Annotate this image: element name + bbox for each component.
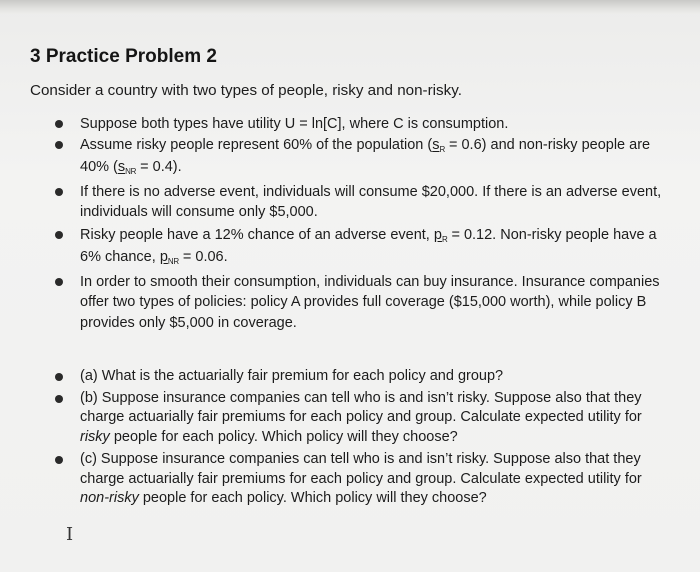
item-text-post: = 0.06.	[178, 249, 228, 265]
bullet-icon	[55, 231, 63, 239]
symbol-s: s	[432, 136, 440, 153]
text-cursor-icon: I	[66, 524, 74, 545]
bullet-icon	[55, 141, 63, 149]
item-text: In order to smooth their consumption, individuals can buy insurance. Insurance companies offer two types of policies: policy A provides full coverage ($15,000 worth), while policy B provides only $5,000 in coverage.	[80, 273, 660, 331]
question-text-pre: (b) Suppose insurance companies can tell who is and isn’t risky. Suppose also that they charge actuarially fair premiums for each policy and group. Calculate expected utility for	[80, 389, 642, 425]
bullet-icon	[55, 456, 63, 464]
question-text: (a) What is the actuarially fair premium for each policy and group?	[80, 368, 504, 384]
list-item	[0, 272, 700, 334]
symbol-p: p	[159, 249, 168, 265]
subscript-r: R	[439, 144, 445, 154]
question-text-post: people for each policy. Which policy will they choose?	[138, 490, 487, 506]
item-text-pre: Assume risky people represent 60% of the population (	[80, 136, 433, 153]
item-text-mid: = 0.12. Non-risky people have a 6% chance,	[80, 226, 657, 265]
item-text-mid: = 0.6) and non-risky people are 40% (	[80, 136, 651, 175]
setup-list	[0, 114, 700, 333]
question-text-pre: (c) Suppose insurance companies can tell who is and isn’t risky. Suppose also that they charge actuarially fair premiums for each policy and group. Calculate expected utility for	[80, 451, 642, 487]
subscript-nr: NR	[167, 257, 179, 266]
section-title: 3 Practice Problem 2	[30, 46, 217, 67]
bullet-icon	[55, 188, 63, 196]
symbol-s: s	[117, 159, 126, 175]
list-item	[0, 182, 700, 223]
subscript-nr: NR	[125, 167, 137, 176]
questions-list	[0, 367, 700, 509]
item-text: If there is no adverse event, individuals will consume $20,000. If there is an adverse event, individuals will consume only $5,000.	[80, 183, 662, 220]
item-text: Suppose both types have utility U = ln[C], where C is consumption.	[80, 116, 509, 132]
bullet-icon	[55, 373, 63, 381]
question-emphasis: non-risky	[80, 490, 139, 506]
page-edge-shadow	[0, 0, 700, 14]
question-item	[0, 450, 700, 509]
bullet-icon	[55, 120, 63, 128]
question-item	[0, 367, 700, 387]
item-text-post: = 0.4).	[136, 159, 182, 175]
list-item	[0, 135, 700, 180]
intro-paragraph: Consider a country with two types of people, risky and non-risky.	[30, 82, 462, 99]
question-emphasis: risky	[80, 428, 110, 445]
subscript-r: R	[441, 234, 448, 244]
bullet-icon	[55, 395, 63, 403]
list-item	[0, 225, 700, 270]
item-text-pre: Risky people have a 12% chance of an adverse event,	[80, 226, 434, 243]
question-text-post: people for each policy. Which policy will they choose?	[109, 428, 458, 445]
question-item	[0, 389, 700, 448]
symbol-p: p	[433, 226, 442, 243]
bullet-icon	[55, 278, 63, 286]
list-item	[0, 114, 700, 135]
